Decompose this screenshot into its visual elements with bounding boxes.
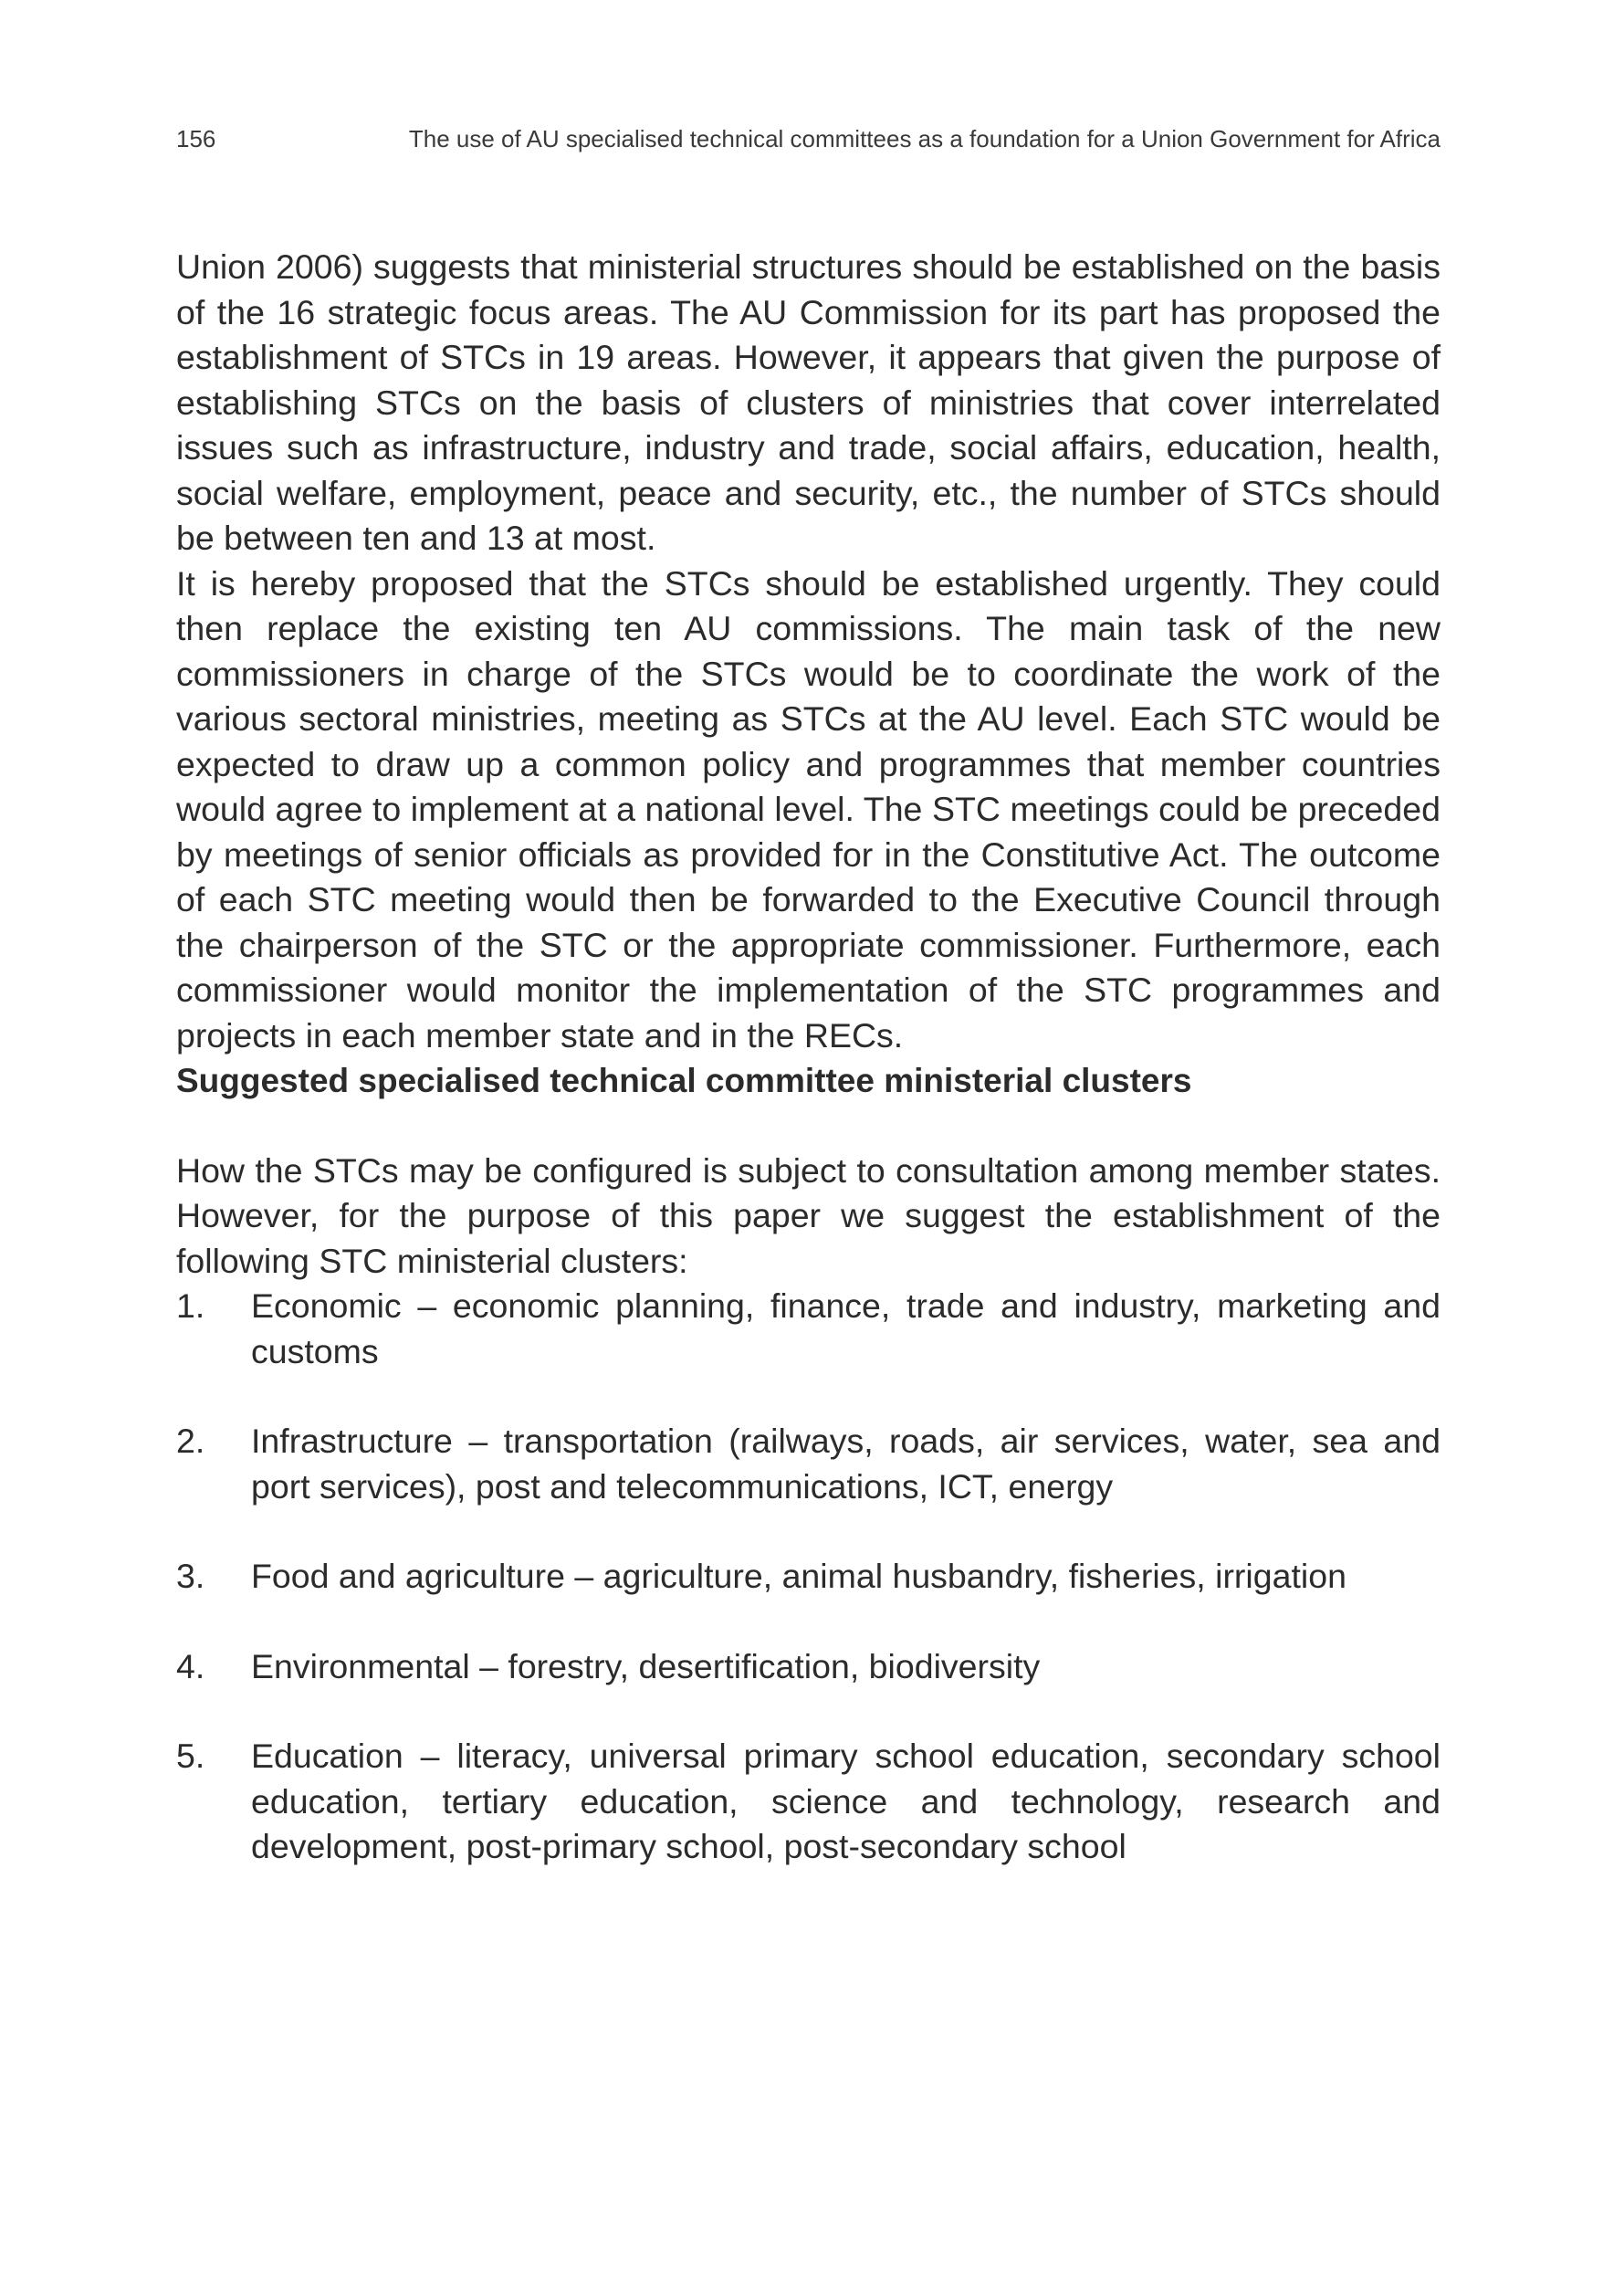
running-title: The use of AU specialised technical committees as a foundation for a Union Government for Africa [408, 125, 1441, 152]
list-item [176, 1644, 1441, 1690]
list-item-text: Infrastructure – transportation (railways, roads, air services, water, sea and port services), post and telecommunications, ICT, energy [251, 1422, 1441, 1506]
list-item [176, 1284, 1441, 1374]
list-item-number: 4. [176, 1646, 205, 1685]
list-item-number: 3. [176, 1557, 205, 1595]
list-item [176, 1419, 1441, 1509]
body-paragraph: It is hereby proposed that the STCs should be established urgently. They could then replace the existing ten AU commissions. The main task of the new commissioners in charge of the STCs would be to coordinate the work of the various sectoral ministries, meeting as STCs at the AU level. Each STC would be expected to draw up a common policy and programmes that member countries would agree to implement at a national level. The STC meetings could be preceded by meetings of senior officials as provided for in the Constitutive Act. The outcome of each STC meeting would then be forwarded to the Executive Council through the chairperson of the STC or the appropriate commissioner. Furthermore, each commissioner would monitor the implementation of the STC programmes and projects in each member state and in the RECs. [176, 563, 1441, 1055]
list-item [176, 1554, 1441, 1600]
list-item-number: 5. [176, 1737, 205, 1775]
body-paragraph: Union 2006) suggests that ministerial structures should be established on the basis of the 16 strategic focus areas. The AU Commission for its part has proposed the establishment of STCs in 19 areas. However, it appears that given the purpose of establishing STCs on the basis of clusters of ministries that cover interrelated issues such as infrastructure, industry and trade, social affairs, education, health, social welfare, employment, peace and security, etc., the number of STCs should be between ten and 13 at most. [176, 247, 1441, 557]
section-heading: Suggested specialised technical committee ministerial clusters [176, 1062, 1192, 1099]
list-item-text: Education – literacy, universal primary school education, secondary school education, tertiary education, science and technology, research and development, post-primary school, post-secondary school [251, 1737, 1441, 1865]
list-item-text: Economic – economic planning, finance, trade and industry, marketing and customs [251, 1286, 1441, 1370]
running-header [176, 121, 1441, 157]
list-item [176, 1734, 1441, 1870]
list-item-number: 1. [176, 1286, 205, 1325]
list-item-number: 2. [176, 1422, 205, 1460]
page-body [176, 245, 1441, 1915]
list-item-text: Environmental – forestry, desertification, biodiversity [251, 1646, 1041, 1685]
page-number: 156 [176, 125, 216, 152]
list-item-text: Food and agriculture – agriculture, animal husbandry, fisheries, irrigation [251, 1557, 1346, 1595]
cluster-list [176, 1284, 1441, 1870]
intro-paragraph: How the STCs may be configured is subject to consultation among member states. However, for the purpose of this paper we suggest the establishment of the following STC ministerial clusters: [176, 1150, 1441, 1280]
